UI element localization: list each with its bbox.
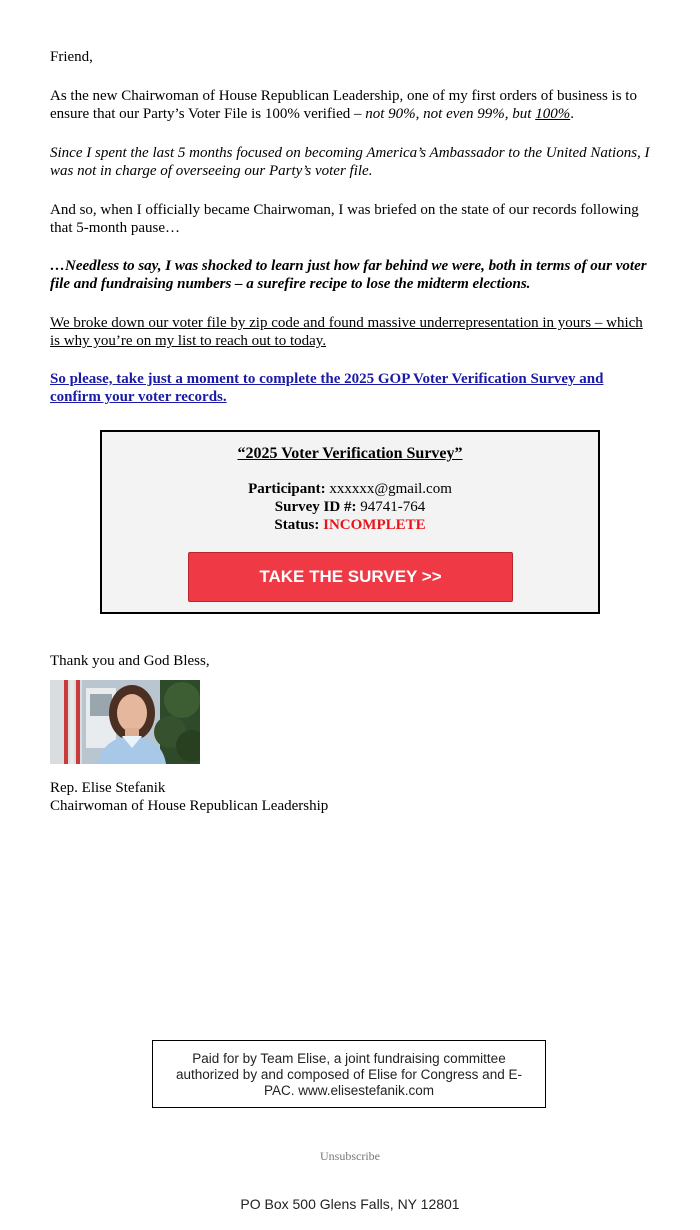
participant-row [102, 480, 598, 498]
paragraph-intro [50, 87, 655, 123]
signer-name: Rep. Elise Stefanik [50, 780, 166, 796]
take-survey-button[interactable]: TAKE THE SURVEY >> [188, 552, 513, 602]
status-label: Status: [274, 517, 320, 533]
email-content [50, 48, 655, 406]
intro-italic-text: not 90%, not even 99%, but [365, 106, 536, 122]
status-row [102, 516, 598, 534]
participant-value: xxxxxx@gmail.com [325, 481, 452, 497]
paragraph-shocked: …Needless to say, I was shocked to learn just how far behind we were, both in terms of our voter file and fundraising numbers – a surefire recipe to lose the midterm elections. [50, 258, 647, 292]
portrait-image [50, 680, 200, 764]
intro-text: As the new Chairwoman of House Republican Leadership, one of my first orders of business is to ensure that our Party’s Voter File is 100% verified – [50, 88, 637, 122]
intro-end: . [570, 106, 574, 122]
survey-info [102, 480, 598, 534]
paragraph-ambassador: Since I spent the last 5 months focused on becoming America’s Ambassador to the United Nations, I was not in charge of overseeing our Party’s voter file. [50, 145, 650, 179]
survey-id-row [102, 498, 598, 516]
portrait-photo [50, 680, 200, 764]
signature [50, 779, 328, 815]
survey-link[interactable]: So please, take just a moment to complete the 2025 GOP Voter Verification Survey and confirm your voter records. [50, 371, 604, 405]
mailing-address: PO Box 500 Glens Falls, NY 12801 [240, 1196, 460, 1212]
paragraph-briefed: And so, when I officially became Chairwoman, I was briefed on the state of our records following that 5-month pause… [50, 202, 639, 236]
status-badge: INCOMPLETE [323, 517, 426, 533]
paragraph-survey-link [50, 370, 655, 406]
closing-text: Thank you and God Bless, [50, 653, 210, 669]
intro-underline: 100% [535, 106, 571, 122]
disclaimer-box: Paid for by Team Elise, a joint fundraising committee authorized by and composed of Elise for Congress and E-PAC. www.elisestefanik.com [152, 1040, 546, 1108]
survey-id-label: Survey ID #: [274, 499, 357, 515]
survey-id-value: 94741-764 [356, 499, 426, 515]
survey-title: “2025 Voter Verification Survey” [237, 445, 463, 462]
survey-card [100, 430, 600, 614]
signer-title: Chairwoman of House Republican Leadership [50, 798, 329, 814]
participant-label: Participant: [248, 481, 326, 497]
paragraph-zipcode: We broke down our voter file by zip code and found massive underrepresentation in yours – which is why you’re on my list to reach out to today. [50, 315, 643, 349]
greeting: Friend, [50, 49, 93, 65]
unsubscribe-link[interactable]: Unsubscribe [320, 1149, 380, 1163]
intro-italic [365, 106, 570, 122]
